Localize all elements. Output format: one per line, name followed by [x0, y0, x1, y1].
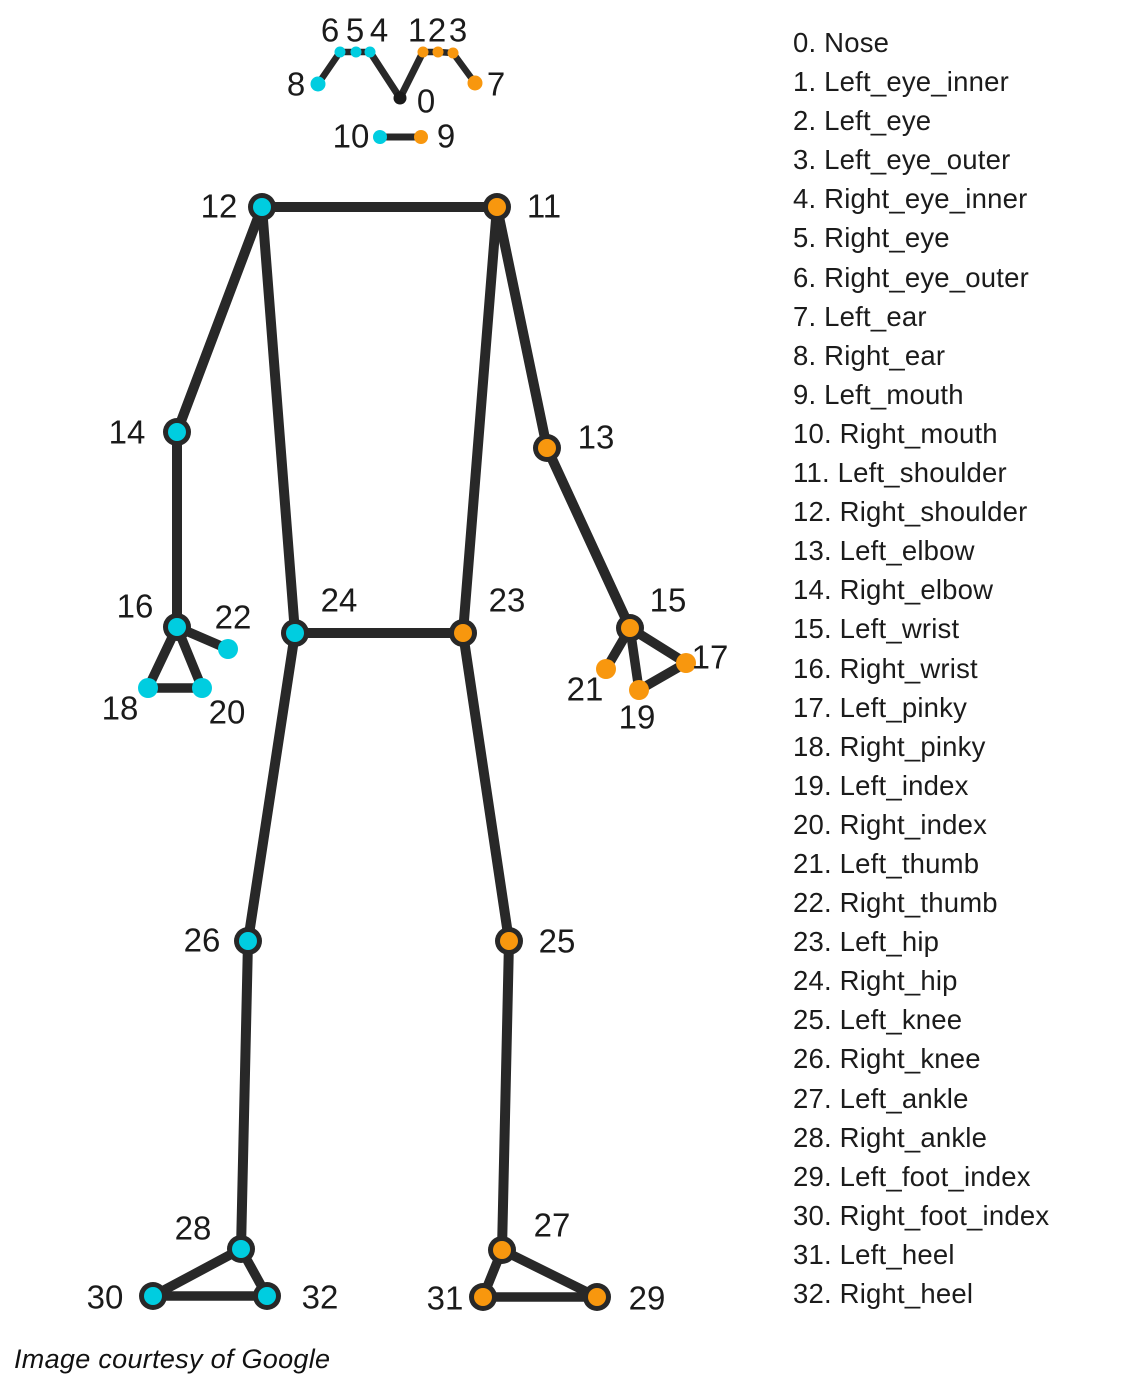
- legend-item-29: 29. Left_foot_index: [793, 1160, 1031, 1192]
- legend-item-24: 24. Right_hip: [793, 965, 958, 997]
- skeleton-edge-13-15: [547, 448, 630, 628]
- landmark-dot-8: [311, 77, 326, 92]
- landmark-label-15: 15: [649, 581, 687, 619]
- landmark-label-20: 20: [208, 693, 246, 731]
- legend-item-26: 26. Right_knee: [793, 1043, 981, 1075]
- landmark-label-24: 24: [320, 581, 358, 619]
- landmark-label-2: 2: [427, 11, 447, 49]
- landmark-label-5: 5: [345, 11, 365, 49]
- landmark-dot-12: [253, 198, 271, 216]
- landmark-label-25: 25: [538, 922, 576, 960]
- landmark-label-31: 31: [426, 1279, 464, 1317]
- legend-item-6: 6. Right_eye_outer: [793, 261, 1029, 293]
- skeleton-edge-24-26: [248, 633, 295, 941]
- legend-item-9: 9. Left_mouth: [793, 378, 964, 410]
- landmark-label-22: 22: [214, 598, 252, 636]
- landmark-label-30: 30: [86, 1278, 124, 1316]
- landmark-label-6: 6: [320, 11, 340, 49]
- legend-item-21: 21. Left_thumb: [793, 847, 980, 879]
- landmark-label-21: 21: [566, 670, 604, 708]
- legend-item-17: 17. Left_pinky: [793, 691, 968, 723]
- skeleton-edge-4-0: [370, 52, 400, 98]
- landmark-label-29: 29: [628, 1279, 666, 1317]
- landmark-label-17: 17: [691, 638, 729, 676]
- legend-item-16: 16. Right_wrist: [793, 652, 978, 684]
- landmark-label-14: 14: [108, 413, 146, 451]
- landmark-legend: [793, 23, 1049, 1313]
- landmark-dot-29: [588, 1288, 606, 1306]
- landmark-label-28: 28: [174, 1209, 212, 1247]
- landmark-dot-24: [286, 624, 304, 642]
- legend-item-11: 11. Left_shoulder: [793, 457, 1007, 489]
- landmark-dot-16: [168, 618, 186, 636]
- landmark-dot-14: [168, 423, 186, 441]
- landmark-dot-9: [414, 130, 428, 144]
- landmark-dot-22: [218, 639, 238, 659]
- legend-item-10: 10. Right_mouth: [793, 417, 998, 449]
- skeleton-edge-12-24: [262, 207, 295, 633]
- skeleton-edge-12-14: [177, 207, 262, 432]
- landmark-dot-23: [454, 624, 472, 642]
- landmark-label-23: 23: [488, 581, 526, 619]
- legend-item-0: 0. Nose: [793, 27, 890, 58]
- landmark-label-16: 16: [116, 587, 154, 625]
- landmark-dot-26: [239, 932, 257, 950]
- skeleton-edge-28-30: [153, 1249, 241, 1296]
- legend-item-18: 18. Right_pinky: [793, 730, 986, 762]
- landmark-dot-32: [258, 1287, 276, 1305]
- landmark-dot-28: [232, 1240, 250, 1258]
- landmark-label-11: 11: [526, 187, 562, 225]
- legend-item-25: 25. Left_knee: [793, 1004, 963, 1036]
- legend-item-3: 3. Left_eye_outer: [793, 144, 1011, 176]
- legend-item-22: 22. Right_thumb: [793, 887, 998, 919]
- landmark-label-12: 12: [200, 187, 238, 225]
- skeleton-edge-11-13: [497, 207, 547, 448]
- legend-item-27: 27. Left_ankle: [793, 1082, 969, 1114]
- skeleton-edge-23-25: [463, 633, 509, 941]
- landmark-label-1: 1: [407, 11, 427, 49]
- legend-item-4: 4. Right_eye_inner: [793, 183, 1028, 215]
- landmark-label-13: 13: [577, 418, 615, 456]
- legend-item-2: 2. Left_eye: [793, 105, 932, 137]
- legend-item-5: 5. Right_eye: [793, 222, 950, 254]
- landmark-dot-25: [500, 932, 518, 950]
- landmark-dot-13: [538, 439, 556, 457]
- legend-item-31: 31. Left_heel: [793, 1238, 955, 1270]
- skeleton-edge-26-28: [241, 941, 248, 1249]
- landmark-label-10: 10: [332, 117, 370, 155]
- landmark-label-27: 27: [533, 1206, 571, 1244]
- landmark-dot-15: [621, 619, 639, 637]
- landmark-dot-3: [448, 48, 459, 59]
- landmark-label-8: 8: [286, 65, 306, 103]
- legend-item-12: 12. Right_shoulder: [793, 496, 1028, 528]
- legend-item-14: 14. Right_elbow: [793, 574, 994, 606]
- legend-item-19: 19. Left_index: [793, 769, 969, 801]
- landmark-label-0: 0: [416, 82, 436, 120]
- legend-item-8: 8. Right_ear: [793, 339, 946, 371]
- landmark-label-19: 19: [618, 698, 656, 736]
- landmark-dot-10: [373, 130, 387, 144]
- landmark-dot-30: [144, 1287, 162, 1305]
- skeleton-edge-25-27: [502, 941, 509, 1250]
- landmark-label-9: 9: [436, 117, 456, 155]
- legend-item-28: 28. Right_ankle: [793, 1121, 988, 1153]
- landmark-dot-11: [488, 198, 506, 216]
- landmark-label-7: 7: [486, 65, 506, 103]
- landmark-dot-7: [468, 76, 483, 91]
- landmark-label-26: 26: [183, 921, 221, 959]
- landmark-label-18: 18: [101, 689, 139, 727]
- skeleton-edge-11-23: [463, 207, 497, 633]
- legend-item-15: 15. Left_wrist: [793, 613, 960, 645]
- landmark-dot-31: [474, 1288, 492, 1306]
- legend-item-1: 1. Left_eye_inner: [793, 66, 1009, 98]
- landmark-dot-0: [394, 92, 407, 105]
- landmark-dot-19: [629, 680, 649, 700]
- image-credit-caption: Image courtesy of Google: [14, 1344, 331, 1374]
- landmark-dot-27: [493, 1241, 511, 1259]
- landmark-label-3: 3: [448, 11, 468, 49]
- legend-item-20: 20. Right_index: [793, 808, 988, 840]
- legend-item-32: 32. Right_heel: [793, 1278, 974, 1309]
- legend-item-7: 7. Left_ear: [793, 300, 927, 332]
- landmark-label-4: 4: [369, 11, 389, 49]
- legend-item-13: 13. Left_elbow: [793, 535, 975, 567]
- skeleton-edge-27-29: [502, 1250, 597, 1297]
- legend-item-30: 30. Right_foot_index: [793, 1199, 1050, 1231]
- legend-item-23: 23. Left_hip: [793, 926, 940, 958]
- landmark-dot-18: [138, 678, 158, 698]
- landmark-label-32: 32: [301, 1278, 339, 1316]
